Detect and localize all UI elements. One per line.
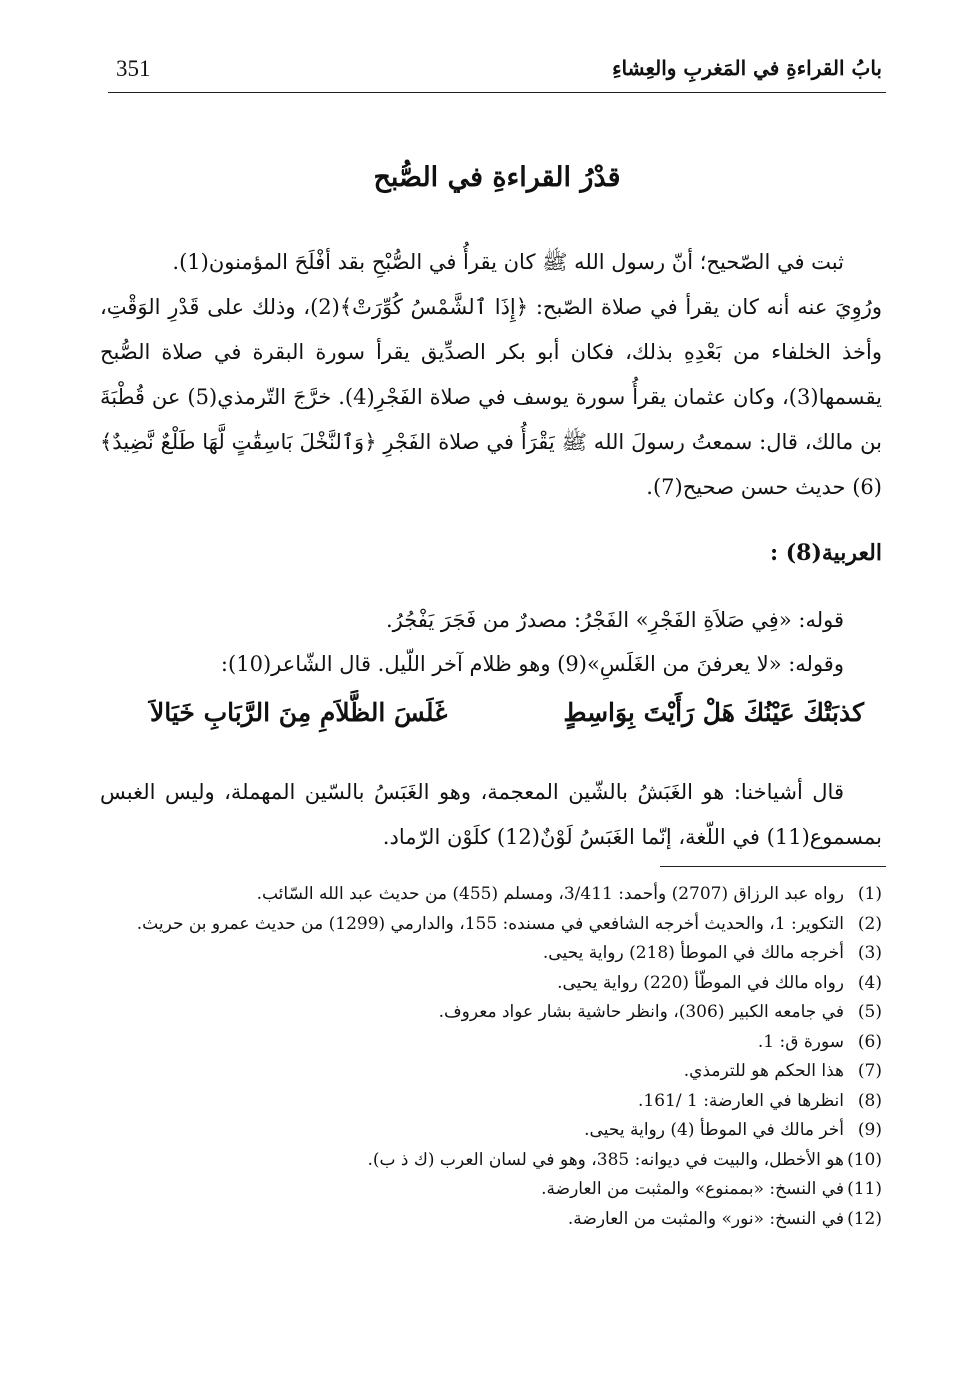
footnote-number: (4) [857,972,882,993]
footnote-number: (7) [857,1061,882,1081]
footnote-text: انظرها في العارضة: 1 /161. [637,1090,844,1111]
footnote [100,1116,882,1146]
verse-first-hemistich: كذبَتْكَ عَيْنُكَ هَلْ رَأَيْتَ بِوَاسِطٍ [563,698,864,727]
paragraph-1: ثبت في الصّحيح؛ أنّ رسول الله ﷺ كان يقرأُ في الصُّبْحِ بقد أفْلَحَ المؤمنون(1). [172,250,844,274]
footnote-text: أخر مالك في الموطأ (4) رواية يحيى. [584,1120,844,1140]
commentary-line-2: وقوله: «لا يعرفنَ من الغَلَسِ»(9) وهو ظلام آخر اللّيل. قال الشّاعر(10): [220,652,844,676]
footnote [100,1175,882,1205]
footnote-number: (6) [857,1031,882,1052]
footnote-number: (10) [847,1149,882,1170]
footnote-text: التكوير: 1، والحديث أخرجه الشافعي في مسنده: 155، والدارمي (1299) من حديث عمرو بن حريث. [136,913,844,934]
footnote-number: (12) [847,1208,882,1229]
page-number: 351 [116,56,151,81]
footnote [100,1087,882,1117]
footnote-number: (9) [857,1120,882,1140]
footnote-number: (3) [857,943,882,963]
running-head: بابُ القراءةِ في المَغربِ والعِشاءِ [612,56,882,80]
footnote [100,939,882,969]
footnote [100,969,882,999]
footnote-number: (1) [857,884,882,904]
footnote-text: في جامعه الكبير (306)، وانظر حاشية بشار عواد معروف. [438,1002,844,1022]
footnote [100,1146,882,1176]
footnote-text: رواه مالك في الموطّأ (220) رواية يحيى. [557,972,844,993]
footnote-text: في النسخ: «بممنوع» والمثبت من العارضة. [541,1179,844,1199]
page-header [108,52,886,93]
footnote-number: (8) [857,1090,882,1111]
section-title: قدْرُ القراءةِ في الصُّبح [373,162,621,193]
footnote-number: (2) [857,913,882,934]
footnote-text: في النسخ: «نور» والمثبت من العارضة. [567,1208,844,1229]
poetry-verse [150,698,864,744]
verse-second-hemistich: غَلَسَ الظَّلاَمِ مِنَ الرَّبَابِ خَيَالاَ [150,698,448,727]
footnote-number: (11) [847,1179,882,1199]
footnote-text: هو الأخطل، والبيت في ديوانه: 385، وهو في لسان العرب (ك ذ ب). [367,1149,844,1170]
footnote [100,1057,882,1087]
main-text [100,240,882,510]
footnotes [100,880,882,1234]
closing-text [100,770,882,860]
footnote [100,910,882,940]
subheading-arabiyya: العربية(8) : [769,540,882,566]
footnote-text: سورة ق: 1. [757,1031,844,1052]
paragraph-2: ورُوِيَ عنه أنه كان يقرأ في صلاة الصّبح: ﴿إِذَا ٱلشَّمْسُ كُوِّرَتْ﴾(2)، وذلك على قَدْرِ الوَقْتِ، وأخذ الخلفاء من بَعْدِهِ بذلك، فكان أبو بكر الصدِّيق يقرأ سورة البقرة في صلاة الصُّبح يقسمها(3)، وكان عثمان يقرأُ سورة يوسف في صلاة الفَجْرِ(4). خرَّجَ التّرمذي(5) عن قُطْبَةَ بن مالك، قال: سمعتُ رسولَ الله ﷺ يَقْرَأُ في صلاة الفَجْرِ ﴿وَٱلنَّخْلَ بَاسِقَٰتٍ لَّهَا طَلْعٌ نَّضِيدٌ﴾(6) حديث حسن صحيح(7). [100,295,883,499]
footnote [100,998,882,1028]
footnote-separator [660,866,886,867]
closing-paragraph: قال أشياخنا: هو الغَبَشُ بالشّين المعجمة، وهو الغَبَسُ بالسّين المهملة، وليس الغبس بمسموع(11) في اللّغة، إنّما الغَبَسُ لَوْنٌ(12) كلَوْن الرّماد. [100,780,882,849]
commentary-line-1: قوله: «فِي صَلاَةِ الفَجْرِ» الفَجْرُ: مصدرٌ من فَجَرَ يَفْجُرُ. [385,608,844,632]
footnote-text: أخرجه مالك في الموطأ (218) رواية يحيى. [542,943,844,963]
footnote-text: رواه عبد الرزاق (2707) وأحمد: 3/411، ومسلم (455) من حديث عبد الله السّائب. [256,884,844,904]
footnote [100,1028,882,1058]
footnote-text: هذا الحكم هو للترمذي. [683,1061,844,1081]
footnote [100,880,882,910]
footnote-number: (5) [857,1002,882,1022]
commentary-lines [100,598,882,686]
footnote [100,1205,882,1235]
